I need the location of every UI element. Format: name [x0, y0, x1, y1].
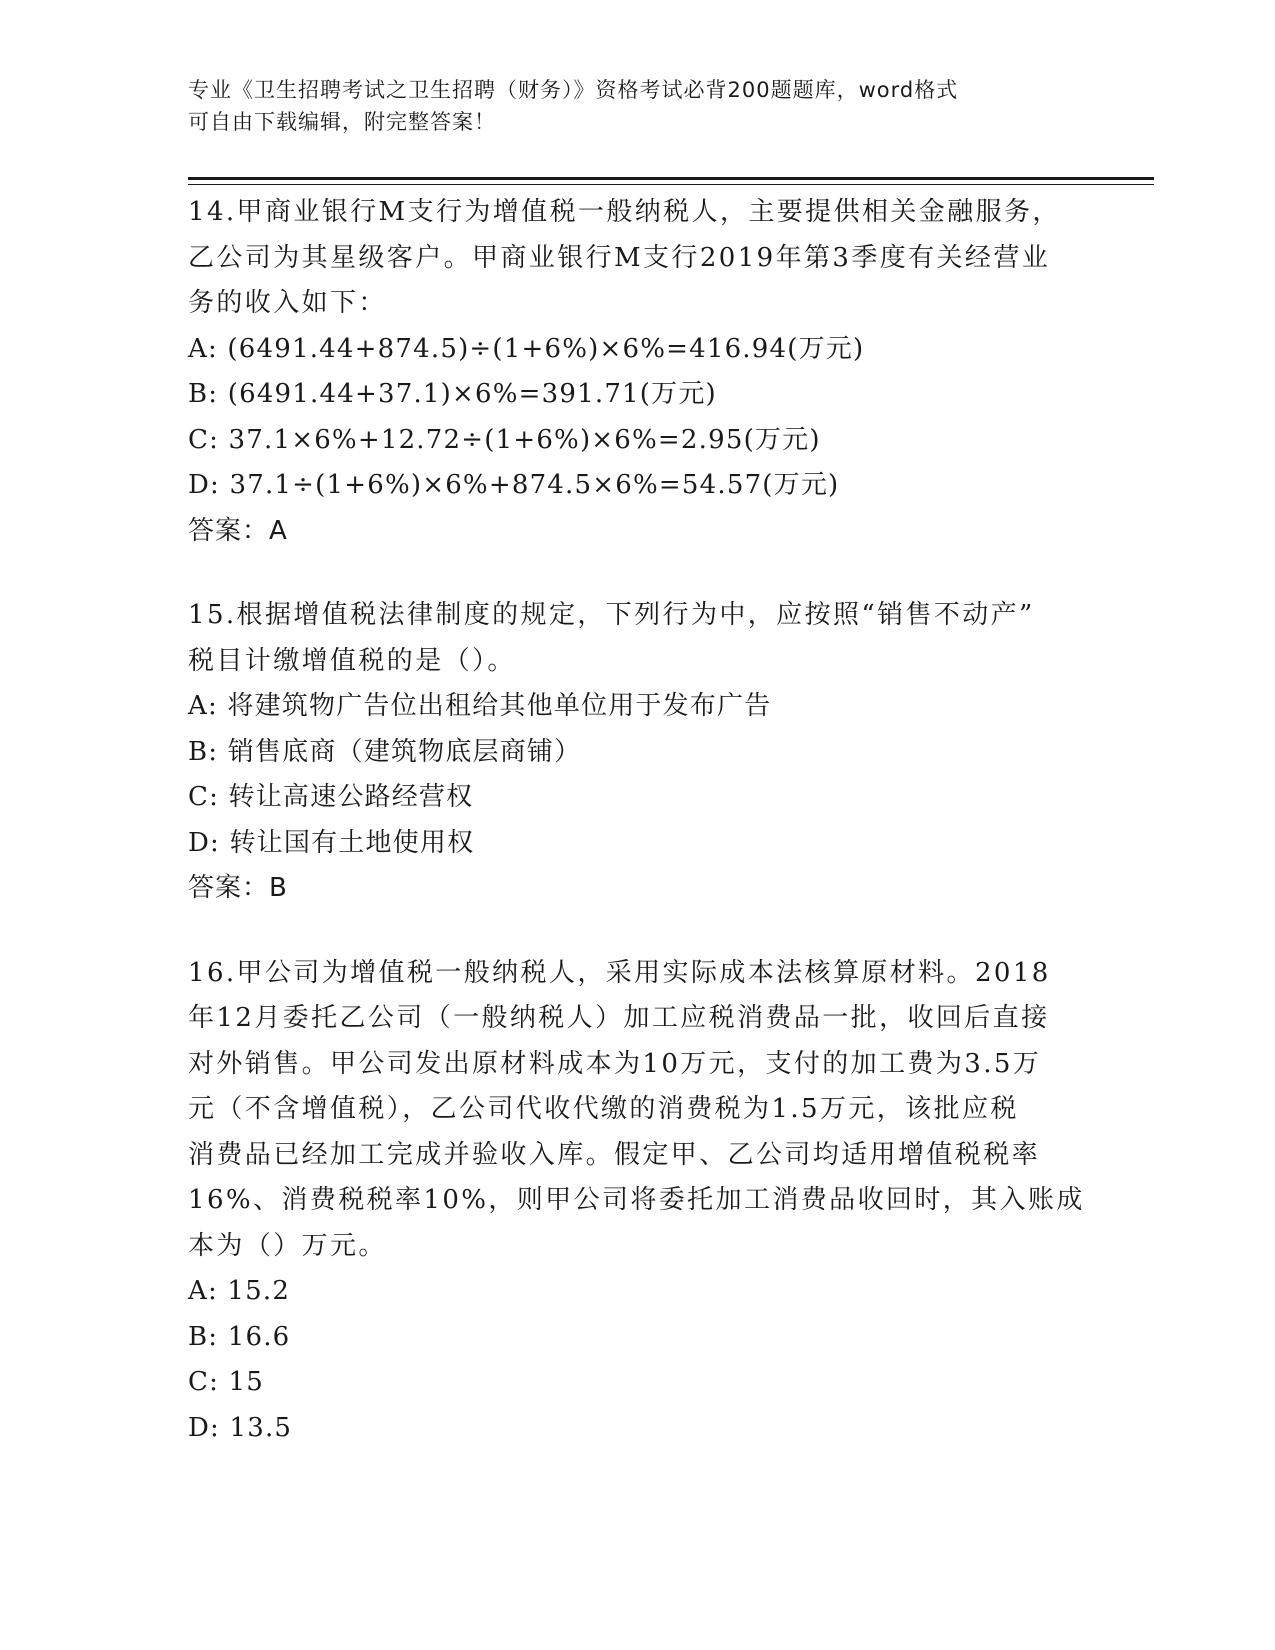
answer-label: 答案：B — [188, 873, 288, 903]
option-d: D: 13.5 — [188, 1412, 293, 1443]
question-text-line: 14.甲商业银行M支行为增值税一般纳税人，主要提供相关金融服务， — [188, 197, 1061, 227]
header-line-1: 专业《卫生招聘考试之卫生招聘（财务）》资格考试必背200题题库，word格式 — [188, 78, 959, 102]
question-text-line: 年12月委托乙公司（一般纳税人）加工应税消费品一批，收回后直接 — [188, 1003, 1050, 1033]
header-line-2: 可自由下载编辑，附完整答案！ — [188, 110, 496, 134]
question-text-line: 本为（）万元。 — [188, 1230, 387, 1261]
question-text-line: 税目计缴增值税的是（）。 — [188, 645, 516, 676]
option-c: C: 37.1×6%+12.72÷(1+6%)×6%=2.95(万元) — [188, 424, 821, 455]
option-a: A: 将建筑物广告位出租给其他单位用于发布广告 — [188, 691, 772, 721]
answer-label: 答案：A — [188, 515, 288, 546]
option-a: A: (6491.44+874.5)÷(1+6%)×6%=416.94(万元) — [188, 333, 865, 364]
header-divider-thin — [188, 184, 1154, 185]
option-b: B: 16.6 — [188, 1321, 291, 1352]
question-text-line: 务的收入如下： — [188, 288, 387, 318]
option-d: D: 转让国有土地使用权 — [188, 827, 475, 858]
question-14 — [188, 190, 1088, 554]
header-divider-thick — [188, 177, 1154, 180]
question-text-line: 对外销售。甲公司发出原材料成本为10万元，支付的加工费为3.5万 — [188, 1048, 1042, 1079]
option-d: D: 37.1÷(1+6%)×6%+874.5×6%=54.57(万元) — [188, 470, 840, 500]
question-15 — [188, 593, 1088, 912]
question-16 — [188, 951, 1088, 1452]
option-c: C: 15 — [188, 1367, 265, 1397]
option-b: B: (6491.44+37.1)×6%=391.71(万元) — [188, 379, 717, 409]
question-text-line: 15.根据增值税法律制度的规定，下列行为中，应按照“销售不动产” — [188, 600, 1035, 630]
option-b: B: 销售底商（建筑物底层商铺） — [188, 736, 582, 767]
question-list — [188, 190, 1088, 1490]
option-a: A: 15.2 — [188, 1276, 291, 1306]
question-text-line: 乙公司为其星级客户。甲商业银行M支行2019年第3季度有关经营业 — [188, 242, 1051, 273]
question-text-line: 16%、消费税税率10%，则甲公司将委托加工消费品收回时，其入账成 — [188, 1185, 1085, 1215]
document-header — [188, 74, 1088, 138]
question-text-line: 16.甲公司为增值税一般纳税人，采用实际成本法核算原材料。2018 — [188, 957, 1051, 988]
question-text-line: 元（不含增值税），乙公司代收代缴的消费税为1.5万元，该批应税 — [188, 1094, 1019, 1124]
question-text-line: 消费品已经加工完成并验收入库。假定甲、乙公司均适用增值税税率 — [188, 1139, 1041, 1170]
option-c: C: 转让高速公路经营权 — [188, 782, 474, 812]
